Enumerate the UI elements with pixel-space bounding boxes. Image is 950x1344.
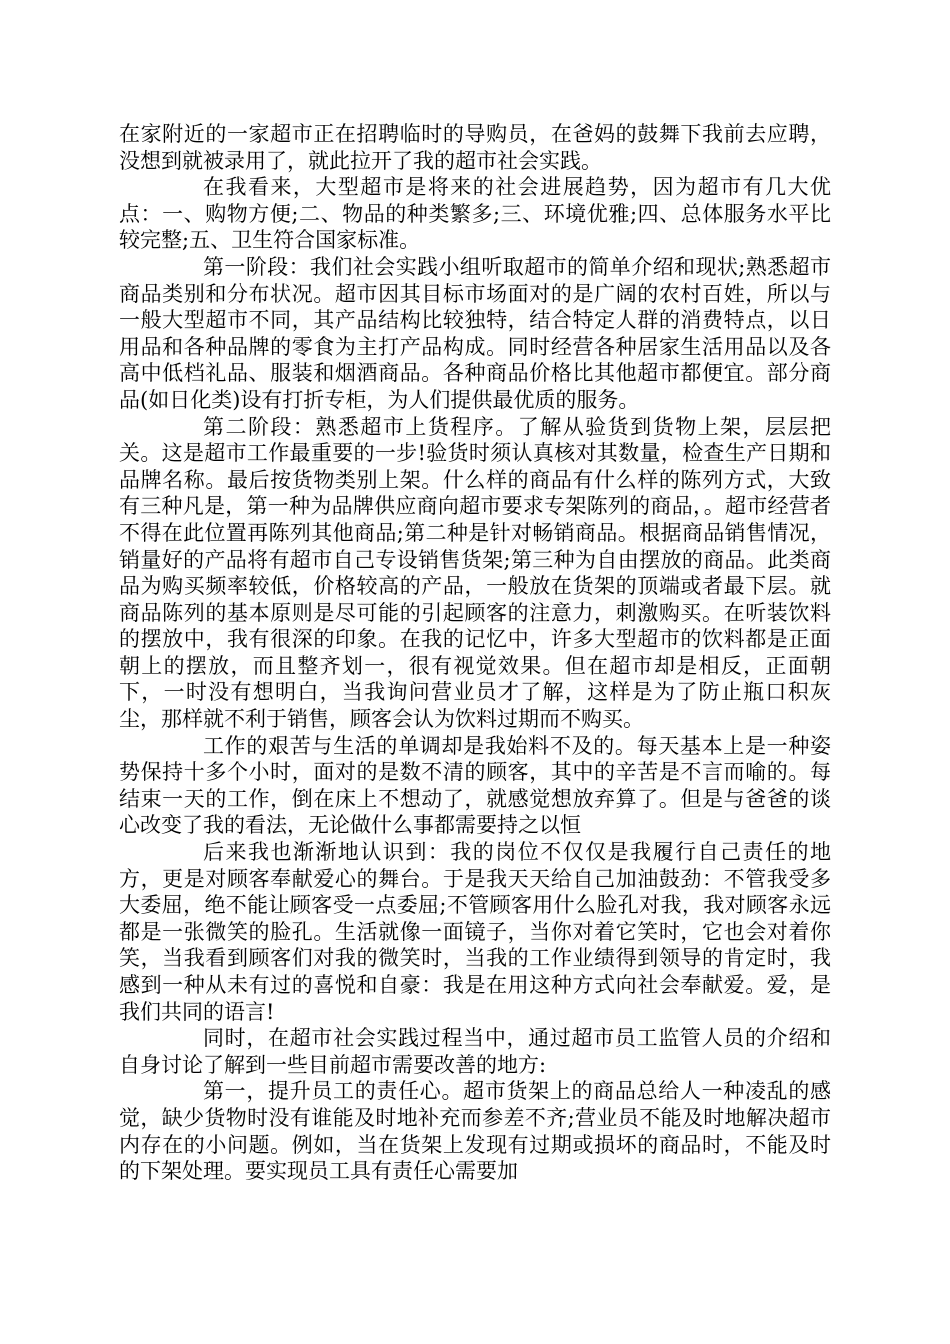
paragraph-improvement-one: 第一，提升员工的责任心。超市货架上的商品总给人一种凌乱的感觉，缺少货物时没有谁能及时地补充而参差不齐;营业员不能及时地解决超市内存在的小问题。例如，当在货架上发现有过期或损坏的商品时，不能及时的下架处理。要实现员工具有责任心需要加 (119, 1079, 831, 1184)
paragraph-supermarket-advantages: 在我看来，大型超市是将来的社会进展趋势，因为超市有几大优点：一、购物方便;二、物品的种类繁多;三、环境优雅;四、总体服务水平比较完整;五、卫生符合国家标准。 (119, 175, 831, 253)
paragraph-stage-two: 第二阶段：熟悉超市上货程序。了解从验货到货物上架，层层把关。这是超市工作最重要的一步!验货时须认真核对其数量，检查生产日期和品牌名称。最后按货物类别上架。什么样的商品有什么样的陈列方式，大致有三种凡是，第一种为品牌供应商向超市要求专架陈列的商品，。超市经营者不得在此位置再陈列其他商品;第二种是针对畅销商品。根据商品销售情况，销量好的产品将有超市自己专设销售货架;第三种为自由摆放的商品。此类商品为购买频率较低，价格较高的产品，一般放在货架的顶端或者最下层。就商品陈列的基本原则是尽可能的引起顾客的注意力，刺激购买。在听装饮料的摆放中，我有很深的印象。在我的记忆中，许多大型超市的饮料都是正面朝上的摆放，而且整齐划一，很有视觉效果。但在超市却是相反，正面朝下，一时没有想明白，当我询问营业员才了解，这样是为了防止瓶口积灰尘，那样就不利于销售，顾客会认为饮料过期而不购买。 (119, 414, 831, 732)
paragraph-improvements-intro: 同时，在超市社会实践过程当中，通过超市员工监管人员的介绍和自身讨论了解到一些目前超市需要改善的地方: (119, 1026, 831, 1077)
paragraph-stage-one: 第一阶段：我们社会实践小组听取超市的简单介绍和现状;熟悉超市商品类别和分布状况。超市因其目标市场面对的是广阔的农村百姓，所以与一般大型超市不同，其产品结构比较独特，结合特定人群的消费特点，以日用品和各种品牌的零食为主打产品构成。同时经营各种居家生活用品以及各高中低档礼品、服装和烟酒商品。各种商品价格比其他超市都便宜。部分商品(如日化类)设有打折专柜，为人们提供最优质的服务。 (119, 254, 831, 412)
paragraph-hardship: 工作的艰苦与生活的单调却是我始料不及的。每天基本上是一种姿势保持十多个小时，面对的是数不清的顾客，其中的辛苦是不言而喻的。每结束一天的工作，倒在床上不想动了，就感觉想放弃算了。但是与爸爸的谈心改变了我的看法，无论做什么事都需要持之以恒 (119, 733, 831, 838)
paragraph-intro: 在家附近的一家超市正在招聘临时的导购员，在爸妈的鼓舞下我前去应聘，没想到就被录用了，就此拉开了我的超市社会实践。 (119, 122, 831, 173)
paragraph-realization: 后来我也渐渐地认识到：我的岗位不仅仅是我履行自己责任的地方，更是对顾客奉献爱心的舞台。于是我天天给自己加油鼓劲：不管我受多大委屈，绝不能让顾客受一点委屈;不管顾客用什么脸孔对我，我对顾客永远都是一张微笑的脸孔。生活就像一面镜子，当你对着它笑时，它也会对着你笑，当我看到顾客们对我的微笑时，当我的工作业绩得到领导的肯定时，我感到一种从未有过的喜悦和自豪：我是在用这种方式向社会奉献爱。爱，是我们共同的语言! (119, 840, 831, 1024)
document-body (119, 121, 831, 1185)
